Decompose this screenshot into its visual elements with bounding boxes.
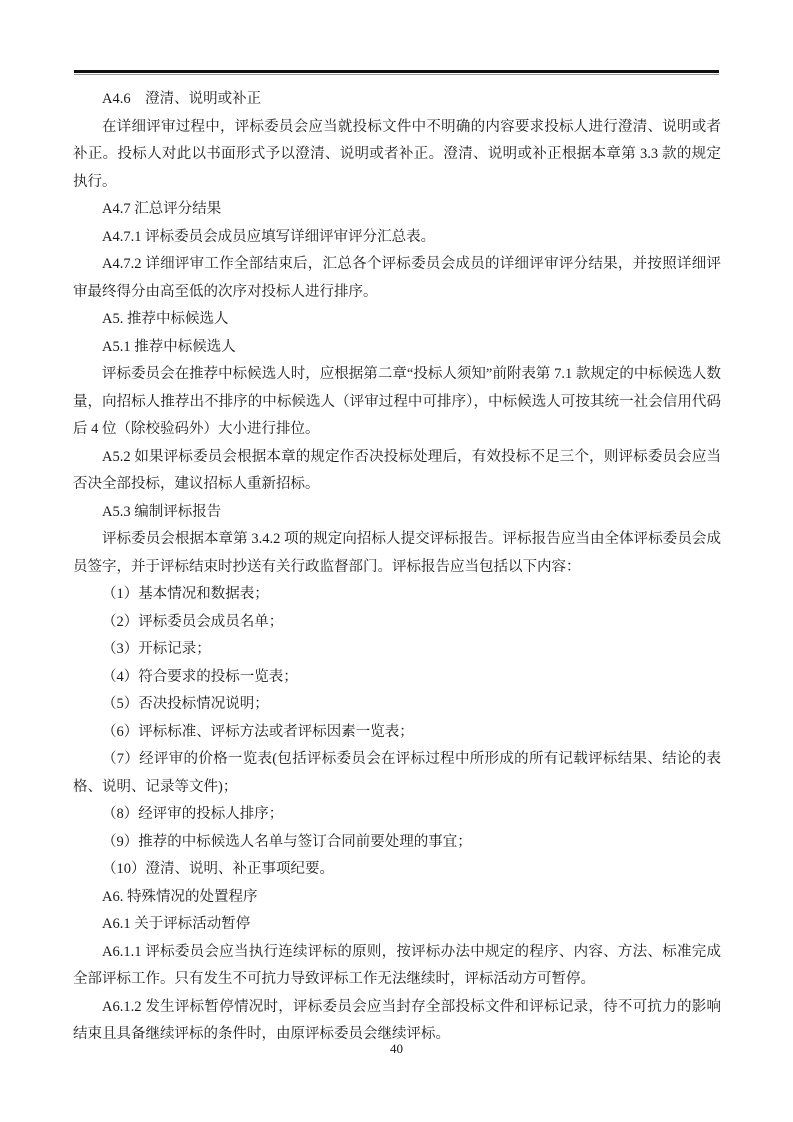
para-a5-3-body: 评标委员会根据本章第 3.4.2 项的规定向招标人提交评标报告。评标报告应当由全体评标委员会成员签字，并于评标结束时抄送有关行政监督部门。评标报告应当包括以下内容： [73,531,721,575]
list-item-4: （4）符合要求的投标一览表； [102,668,298,685]
list-item-6: （6）评标标准、评标方法或者评标因素一览表； [102,723,414,740]
heading-a5: A5. 推荐中标候选人 [102,311,229,327]
heading-a4-7: A4.7 汇总评分结果 [102,201,222,217]
para-a6-1-1: A6.1.1 评标委员会应当执行连续评标的原则，按评标办法中规定的程序、内容、方法、标准完成全部评标工作。只有发生不可抗力导致评标工作无法继续时，评标活动方可暂停。 [73,943,721,987]
list-item-5: （5）否决投标情况说明； [102,696,269,712]
heading-a5-1: A5.1 推荐中标候选人 [102,338,236,355]
list-item-8: （8）经评审的投标人排序； [102,806,284,822]
para-a4-7-1: A4.7.1 评标委员会成员应填写详细评审评分汇总表。 [102,228,436,245]
list-item-1: （1）基本情况和数据表； [102,586,269,602]
para-a4-7-2: A4.7.2 详细评审工作全部结束后，汇总各个评标委员会成员的详细评审评分结果，并按照详细评审最终得分由高至低的次序对投标人进行排序。 [73,256,721,300]
para-a5-1-body: 评标委员会在推荐中标候选人时，应根据第二章“投标人须知”前附表第 7.1 款规定的中标候选人数量，向招标人推荐出不排序的中标候选人（评审过程中可排序），中标候选人可按其统一社会信用代码后 4 位（除校验码外）大小进行排位。 [73,366,721,437]
list-item-9: （9）推荐的中标候选人名单与签订合同前要处理的事宜； [102,833,472,850]
para-a5-2: A5.2 如果评标委员会根据本章的规定作否决投标处理后，有效投标不足三个，则评标委员会应当否决全部投标，建议招标人重新招标。 [73,448,721,492]
header-rule [74,70,719,73]
page-number: 40 [390,1041,403,1056]
para-a4-6-body: 在详细评审过程中，评标委员会应当就投标文件中不明确的内容要求投标人进行澄清、说明或者补正。投标人对此以书面形式予以澄清、说明或者补正。澄清、说明或补正根据本章第 3.3 款的规定执行。 [73,118,721,190]
heading-a6-1: A6.1 关于评标活动暂停 [102,916,251,932]
heading-a6: A6. 特殊情况的处置程序 [102,888,258,905]
list-item-10: （10）澄清、说明、补正事项纪要。 [102,861,334,877]
heading-a5-3: A5.3 编制评标报告 [102,503,222,520]
list-item-7: （7）经评审的价格一览表(包括评标委员会在评标过程中所形成的所有记载评标结果、结论的表格、说明、记录等文件)； [73,751,721,795]
para-a6-1-2: A6.1.2 发生评标暂停情况时，评标委员会应当封存全部投标文件和评标记录，待不可抗力的影响结束且具备继续评标的条件时，由原评标委员会继续评标。 [73,998,721,1042]
heading-a4-6: A4.6 澄清、说明或补正 [102,91,262,107]
document-body [73,86,721,1049]
list-item-2: （2）评标委员会成员名单； [102,613,284,630]
list-item-3: （3）开标记录； [102,641,211,657]
